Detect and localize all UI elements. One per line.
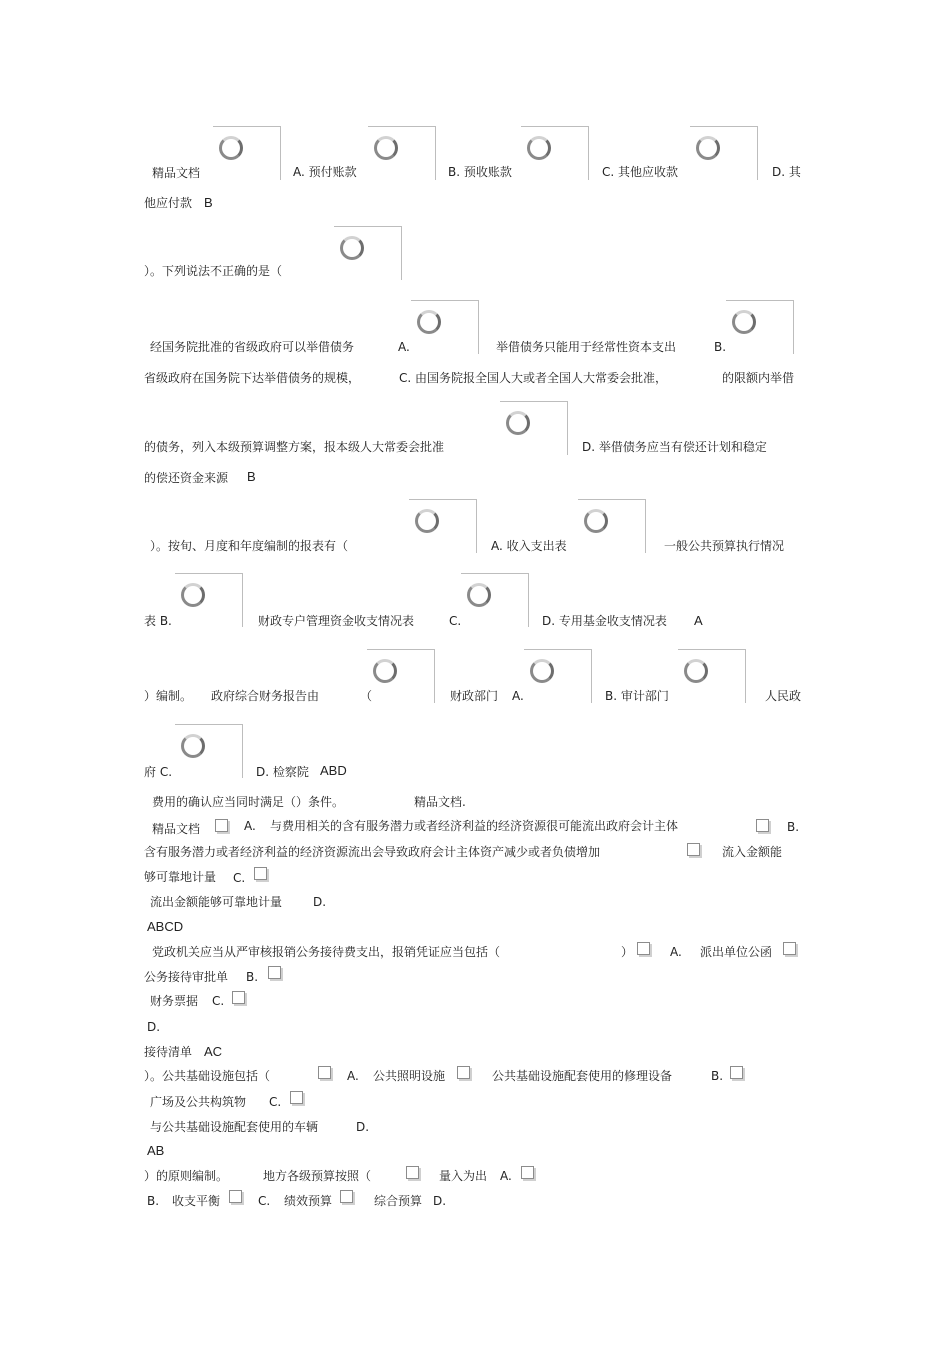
option-b-label: B. [787,820,800,834]
radio-d[interactable] [461,573,529,627]
option-a-label: A. [670,945,682,959]
checkbox-a[interactable] [637,942,650,955]
option-a: 公共照明设施 [373,1069,446,1083]
option-c: 流入金额能 [722,845,783,859]
question-stem: ）。公共基础设施包括（ [144,1069,271,1083]
option-b: 含有服务潜力或者经济利益的经济资源流出会导致政府会计主体资产减少或者负债增加 [144,845,601,859]
loading-icon [527,136,551,160]
doc-header: 精品文档 [152,822,201,836]
radio-c[interactable] [521,126,589,180]
radio[interactable] [334,226,402,280]
option-a: 与费用相关的含有服务潜力或者经济利益的经济资源很可能流出政府会计主体 [270,819,679,833]
question-stem: 地方各级预算按照（ [263,1169,372,1183]
loading-icon [732,310,756,334]
question-stem: ）编制。 [144,689,193,703]
option-b-label: B. [714,340,727,354]
radio-b[interactable] [524,649,592,703]
option-b: 公务接待审批单 [144,970,229,984]
question-stem: ）。下列说法不正确的是（ [144,264,283,278]
radio-c[interactable] [500,401,568,455]
loading-icon [415,509,439,533]
option-a-label: A. [398,340,410,354]
option-text: 的债务，列入本级预算调整方案，报本级人大常委会批准 [144,440,445,454]
loading-icon [530,659,554,683]
option-b-label: 表 B. [144,614,172,628]
option-text: 经国务院批准的省级政府可以举借债务 [150,340,355,354]
option-c-label: C. [212,994,225,1008]
option-d: D. 专用基金收支情况表 [542,614,667,628]
option-d: D. 其 [772,165,801,179]
radio-a[interactable] [411,300,479,354]
checkbox-c[interactable] [229,1190,242,1203]
loading-icon [417,310,441,334]
option-b: B. 审计部门 [605,689,669,703]
answer: AC [204,1044,223,1059]
question-stem: ）的原则编制。 [144,1169,229,1183]
option-c-label: C. [233,871,246,885]
checkbox-b[interactable] [756,819,769,832]
option-b-label: B. [711,1069,724,1083]
option-a: 派出单位公函 [700,945,773,959]
checkbox-d[interactable] [340,1190,353,1203]
option-d-label: D. [433,1194,447,1208]
option-text: 财政专户管理资金收支情况表 [258,614,415,628]
paren: ） [621,945,634,959]
doc-header: 精品文档. [414,795,466,809]
option-c-label: 府 C. [144,765,173,779]
option-b: 收支平衡 [172,1194,221,1208]
loading-icon [467,583,491,607]
checkbox-d[interactable] [232,991,245,1004]
option-d: 综合预算 [374,1194,423,1208]
radio-a[interactable] [409,499,477,553]
radio-d[interactable] [690,126,758,180]
radio-c[interactable] [678,649,746,703]
option-d-label: D. [147,1020,161,1034]
checkbox-b[interactable] [521,1166,534,1179]
loading-icon [181,583,205,607]
answer: AB [147,1143,165,1158]
option-text: 人民政 [765,689,802,703]
question-stem: ）。按旬、月度和年度编制的报表有（ [150,539,349,553]
paren: （ [360,689,373,703]
question-stem: 费用的确认应当同时满足（）条件。 [152,795,345,809]
answer: B [247,469,256,484]
option-text: 一般公共预算执行情况 [664,539,785,553]
option-a: A. 收入支出表 [491,539,567,553]
option-c: 财务票据 [150,994,199,1008]
loading-icon [340,236,364,260]
option-a: A. 预付账款 [293,165,357,179]
checkbox-d[interactable] [290,1091,303,1104]
option-c: 广场及公共构筑物 [150,1095,247,1109]
loading-icon [684,659,708,683]
loading-icon [696,136,720,160]
option-a-label: A. [244,819,256,833]
radio-c[interactable] [175,573,243,627]
radio-a[interactable] [367,649,435,703]
question-stem: 党政机关应当从严审核报销公务接待费支出，报销凭证应当包括（ [152,945,501,959]
checkbox-c[interactable] [268,966,281,979]
loading-icon [219,136,243,160]
option-d-label: D. [356,1120,370,1134]
option-d: D. 检察院 [256,765,309,779]
doc-header: 精品文档 [152,166,201,180]
option-a-label: A. [512,689,524,703]
option-a: 量入为出 [439,1169,488,1183]
option-d: 接待清单 [144,1045,193,1059]
loading-icon [373,659,397,683]
checkbox-c[interactable] [687,843,700,856]
option-text: 省级政府在国务院下达举借债务的规模， [144,371,361,385]
option-d-cont: 他应付款 [144,196,193,210]
checkbox-a[interactable] [215,819,228,832]
loading-icon [374,136,398,160]
radio-b[interactable] [578,499,646,553]
option-c-label: C. [269,1095,282,1109]
option-c: C. 其他应收款 [602,165,679,179]
question-stem: 政府综合财务报告由 [211,689,320,703]
checkbox-b[interactable] [457,1066,470,1079]
option-c: 够可靠地计量 [144,870,217,884]
option-c-label: C. [449,614,462,628]
option-c: C. 由国务院报全国人大或者全国人大常委会批准， [399,371,668,385]
radio-a[interactable] [213,126,281,180]
option-c: 绩效预算 [284,1194,333,1208]
option-text: 的偿还资金来源 [144,471,229,485]
checkbox-c[interactable] [730,1066,743,1079]
option-a-label: A. [500,1169,512,1183]
answer: B [204,195,213,210]
loading-icon [181,734,205,758]
option-text: 举借债务只能用于经常性资本支出 [496,340,677,354]
option-d-label: D. [313,895,327,909]
answer: A [694,613,703,628]
option-b-label: B. [246,970,259,984]
option-text: 的限额内举借 [722,371,795,385]
option-b-label: B. [147,1194,160,1208]
option-c-label: C. [258,1194,271,1208]
radio-b[interactable] [368,126,436,180]
checkbox-b[interactable] [783,942,796,955]
checkbox-d[interactable] [254,867,267,880]
checkbox-a[interactable] [406,1166,419,1179]
option-d: 与公共基础设施配套使用的车辆 [150,1120,319,1134]
option-a-label: A. [347,1069,359,1083]
answer: ABD [320,763,347,778]
loading-icon [584,509,608,533]
radio-d[interactable] [175,724,243,778]
checkbox-a[interactable] [318,1066,331,1079]
loading-icon [506,411,530,435]
option-d: 流出金额能够可靠地计量 [150,895,283,909]
option-d: D. 举借债务应当有偿还计划和稳定 [582,440,767,454]
answer: ABCD [147,919,184,934]
radio-b[interactable] [726,300,794,354]
option-a: 财政部门 [450,689,499,703]
option-b: B. 预收账款 [448,165,512,179]
option-b: 公共基础设施配套使用的修理设备 [492,1069,673,1083]
